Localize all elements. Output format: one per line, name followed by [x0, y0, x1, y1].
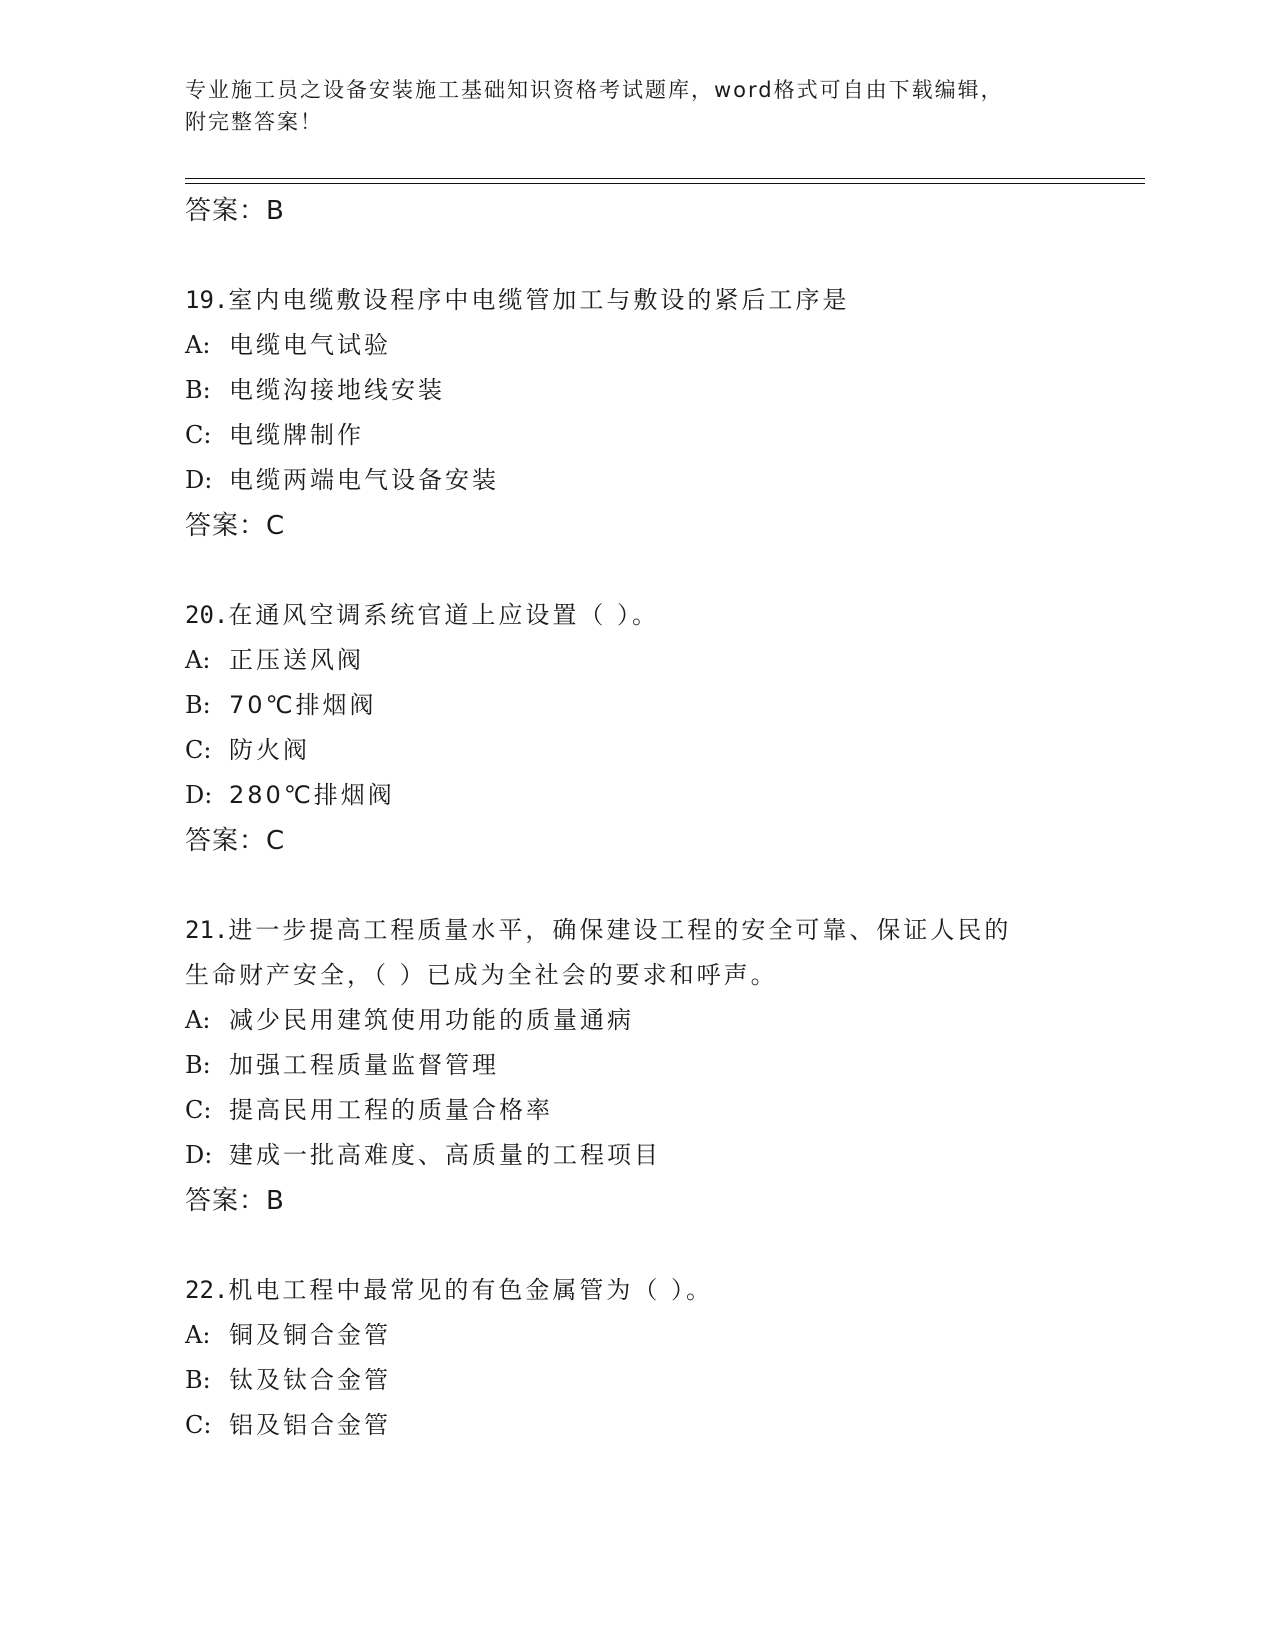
- option-letter: D:: [185, 466, 213, 494]
- answer-line: 答案：C: [185, 826, 286, 856]
- question-stem: [185, 1268, 1125, 1313]
- question-list: [185, 188, 1125, 1448]
- option-text: 电缆沟接地线安装: [229, 376, 445, 404]
- header-line-2: 附完整答案！: [185, 110, 323, 134]
- question-20: [185, 593, 1125, 864]
- question-number: 21.: [185, 916, 229, 944]
- option-letter: B:: [185, 691, 211, 719]
- option-d: [185, 458, 1125, 503]
- header-line-1: 专业施工员之设备安装施工基础知识资格考试题库，word格式可自由下载编辑，: [185, 78, 1004, 102]
- answer-line: 答案：B: [185, 1186, 285, 1216]
- option-letter: C:: [185, 1096, 212, 1124]
- option-c: [185, 728, 1125, 773]
- question-21: [185, 908, 1125, 1224]
- option-b: [185, 683, 1125, 728]
- option-text: 防火阀: [229, 736, 310, 764]
- option-letter: C:: [185, 736, 212, 764]
- question-19: [185, 278, 1125, 549]
- option-letter: B:: [185, 1366, 211, 1394]
- option-letter: A:: [185, 1006, 211, 1034]
- option-text: 铝及铝合金管: [229, 1411, 391, 1439]
- option-letter: A:: [185, 1321, 211, 1349]
- option-text: 钛及钛合金管: [229, 1366, 391, 1394]
- option-c: [185, 413, 1125, 458]
- question-text: 进一步提高工程质量水平，确保建设工程的安全可靠、保证人民的: [228, 916, 1012, 944]
- option-c: [185, 1403, 1125, 1448]
- option-a: [185, 998, 1125, 1043]
- option-text: 电缆两端电气设备安装: [229, 466, 499, 494]
- question-stem-continued: 生命财产安全，（ ）已成为全社会的要求和呼声。: [185, 961, 778, 989]
- option-c: [185, 1088, 1125, 1133]
- option-b: [185, 368, 1125, 413]
- option-a: [185, 1313, 1125, 1358]
- header-rule-top: [185, 178, 1145, 179]
- answer-line: 答案：C: [185, 511, 286, 541]
- option-letter: B:: [185, 1051, 211, 1079]
- question-stem: [185, 593, 1125, 638]
- option-text: 电缆电气试验: [229, 331, 391, 359]
- question-22: [185, 1268, 1125, 1448]
- option-text: 正压送风阀: [229, 646, 364, 674]
- question-number: 19.: [185, 286, 229, 314]
- option-d: [185, 1133, 1125, 1178]
- option-text: 减少民用建筑使用功能的质量通病: [229, 1006, 634, 1034]
- question-number: 22.: [185, 1276, 229, 1304]
- question-text: 在通风空调系统官道上应设置（ ）。: [228, 601, 659, 629]
- document-header: [185, 74, 1105, 138]
- option-letter: C:: [185, 421, 212, 449]
- header-rule-bottom: [185, 183, 1145, 184]
- option-text: 加强工程质量监督管理: [229, 1051, 499, 1079]
- option-text: 提高民用工程的质量合格率: [229, 1096, 553, 1124]
- option-d: [185, 773, 1125, 818]
- option-b: [185, 1358, 1125, 1403]
- question-text: 室内电缆敷设程序中电缆管加工与敷设的紧后工序是: [228, 286, 850, 314]
- option-b: [185, 1043, 1125, 1088]
- question-stem: [185, 278, 1125, 323]
- option-a: [185, 323, 1125, 368]
- option-text: 70℃排烟阀: [229, 691, 377, 719]
- option-text: 建成一批高难度、高质量的工程项目: [229, 1141, 661, 1169]
- option-text: 铜及铜合金管: [229, 1321, 391, 1349]
- option-letter: C:: [185, 1411, 212, 1439]
- question-text: 机电工程中最常见的有色金属管为（ ）。: [228, 1276, 713, 1304]
- answer-line: 答案：B: [185, 196, 285, 226]
- option-letter: A:: [185, 646, 211, 674]
- option-letter: A:: [185, 331, 211, 359]
- option-letter: D:: [185, 781, 213, 809]
- question-number: 20.: [185, 601, 229, 629]
- option-text: 280℃排烟阀: [229, 781, 395, 809]
- option-a: [185, 638, 1125, 683]
- option-text: 电缆牌制作: [229, 421, 364, 449]
- option-letter: B:: [185, 376, 211, 404]
- question-stem: [185, 908, 1125, 953]
- option-letter: D:: [185, 1141, 213, 1169]
